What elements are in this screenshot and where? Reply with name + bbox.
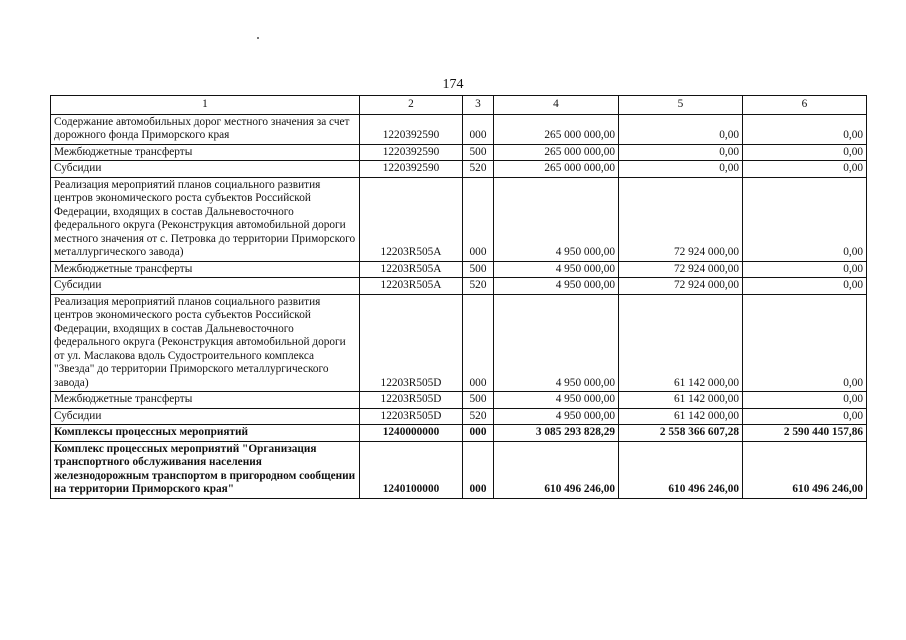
scan-speck — [257, 37, 259, 39]
row-value-cell: 61 142 000,00 — [619, 392, 743, 409]
row-kind-cell: 500 — [463, 392, 494, 409]
row-value-cell: 610 496 246,00 — [743, 441, 867, 498]
row-kind-cell: 000 — [463, 441, 494, 498]
table-row — [51, 425, 867, 442]
page-number: 174 — [442, 77, 464, 92]
table-row — [51, 114, 867, 144]
table-body — [51, 114, 867, 498]
row-name-cell: Межбюджетные трансферты — [51, 261, 360, 278]
row-value-cell: 610 496 246,00 — [619, 441, 743, 498]
row-value-cell: 4 950 000,00 — [494, 294, 619, 392]
row-value-cell: 61 142 000,00 — [619, 294, 743, 392]
row-kind-cell: 520 — [463, 278, 494, 295]
row-name-cell: Субсидии — [51, 161, 360, 178]
row-name-cell: Межбюджетные трансферты — [51, 144, 360, 161]
table-row — [51, 177, 867, 261]
row-name-cell: Комплекс процессных мероприятий "Организация транспортного обслуживания населения железнодорожным транспортом в пригородном сообщении на территории Приморского края" — [51, 441, 360, 498]
column-header: 1 — [51, 96, 360, 115]
row-value-cell: 4 950 000,00 — [494, 392, 619, 409]
table-row — [51, 294, 867, 392]
row-code-cell: 1240100000 — [360, 441, 463, 498]
row-code-cell: 12203R505A — [360, 177, 463, 261]
row-value-cell: 0,00 — [743, 392, 867, 409]
row-kind-cell: 520 — [463, 408, 494, 425]
row-code-cell: 1220392590 — [360, 144, 463, 161]
row-value-cell: 0,00 — [743, 278, 867, 295]
row-value-cell: 265 000 000,00 — [494, 144, 619, 161]
row-value-cell: 0,00 — [743, 161, 867, 178]
table-row — [51, 392, 867, 409]
row-value-cell: 265 000 000,00 — [494, 161, 619, 178]
row-code-cell: 12203R505D — [360, 408, 463, 425]
row-code-cell: 12203R505D — [360, 392, 463, 409]
row-value-cell: 72 924 000,00 — [619, 177, 743, 261]
row-kind-cell: 000 — [463, 177, 494, 261]
column-header: 3 — [463, 96, 494, 115]
row-value-cell: 0,00 — [743, 294, 867, 392]
row-code-cell: 12203R505D — [360, 294, 463, 392]
row-kind-cell: 500 — [463, 261, 494, 278]
row-code-cell: 1240000000 — [360, 425, 463, 442]
row-name-cell: Межбюджетные трансферты — [51, 392, 360, 409]
row-value-cell: 0,00 — [619, 161, 743, 178]
row-name-cell: Субсидии — [51, 278, 360, 295]
table-row — [51, 144, 867, 161]
column-header: 2 — [360, 96, 463, 115]
row-code-cell: 1220392590 — [360, 114, 463, 144]
row-value-cell: 72 924 000,00 — [619, 261, 743, 278]
row-value-cell: 3 085 293 828,29 — [494, 425, 619, 442]
column-header: 6 — [743, 96, 867, 115]
row-value-cell: 0,00 — [743, 408, 867, 425]
row-code-cell: 12203R505A — [360, 278, 463, 295]
row-value-cell: 0,00 — [743, 114, 867, 144]
row-kind-cell: 000 — [463, 425, 494, 442]
table-row — [51, 161, 867, 178]
row-value-cell: 0,00 — [619, 114, 743, 144]
row-kind-cell: 000 — [463, 294, 494, 392]
column-header: 4 — [494, 96, 619, 115]
row-name-cell: Субсидии — [51, 408, 360, 425]
budget-table — [50, 95, 867, 499]
column-header: 5 — [619, 96, 743, 115]
row-value-cell: 0,00 — [619, 144, 743, 161]
row-name-cell: Реализация мероприятий планов социального развития центров экономического роста субъектов Российской Федерации, входящих в состав Дальневосточного федерального округа (Реконструкция автомобильной дороги местного значения от с. Петровка до территории Приморского металлургического завода) — [51, 177, 360, 261]
table-row — [51, 441, 867, 498]
row-value-cell: 610 496 246,00 — [494, 441, 619, 498]
row-code-cell: 1220392590 — [360, 161, 463, 178]
header-row — [51, 96, 867, 115]
row-value-cell: 61 142 000,00 — [619, 408, 743, 425]
row-value-cell: 4 950 000,00 — [494, 278, 619, 295]
row-value-cell: 72 924 000,00 — [619, 278, 743, 295]
table-row — [51, 261, 867, 278]
row-kind-cell: 520 — [463, 161, 494, 178]
row-value-cell: 0,00 — [743, 177, 867, 261]
row-value-cell: 4 950 000,00 — [494, 408, 619, 425]
row-kind-cell: 500 — [463, 144, 494, 161]
row-name-cell: Содержание автомобильных дорог местного значения за счет дорожного фонда Приморского края — [51, 114, 360, 144]
row-value-cell: 2 590 440 157,86 — [743, 425, 867, 442]
table-row — [51, 408, 867, 425]
row-name-cell: Реализация мероприятий планов социального развития центров экономического роста субъектов Российской Федерации, входящих в состав Дальневосточного федерального округа (Реконструкция автомобильной дороги от ул. Маслакова вдоль Судостроительного комплекса "Звезда" до территории Приморского металлургического завода) — [51, 294, 360, 392]
row-value-cell: 2 558 366 607,28 — [619, 425, 743, 442]
table-row — [51, 278, 867, 295]
row-name-cell: Комплексы процессных мероприятий — [51, 425, 360, 442]
row-value-cell: 0,00 — [743, 261, 867, 278]
row-value-cell: 4 950 000,00 — [494, 261, 619, 278]
row-value-cell: 4 950 000,00 — [494, 177, 619, 261]
row-value-cell: 265 000 000,00 — [494, 114, 619, 144]
row-kind-cell: 000 — [463, 114, 494, 144]
row-code-cell: 12203R505A — [360, 261, 463, 278]
row-value-cell: 0,00 — [743, 144, 867, 161]
